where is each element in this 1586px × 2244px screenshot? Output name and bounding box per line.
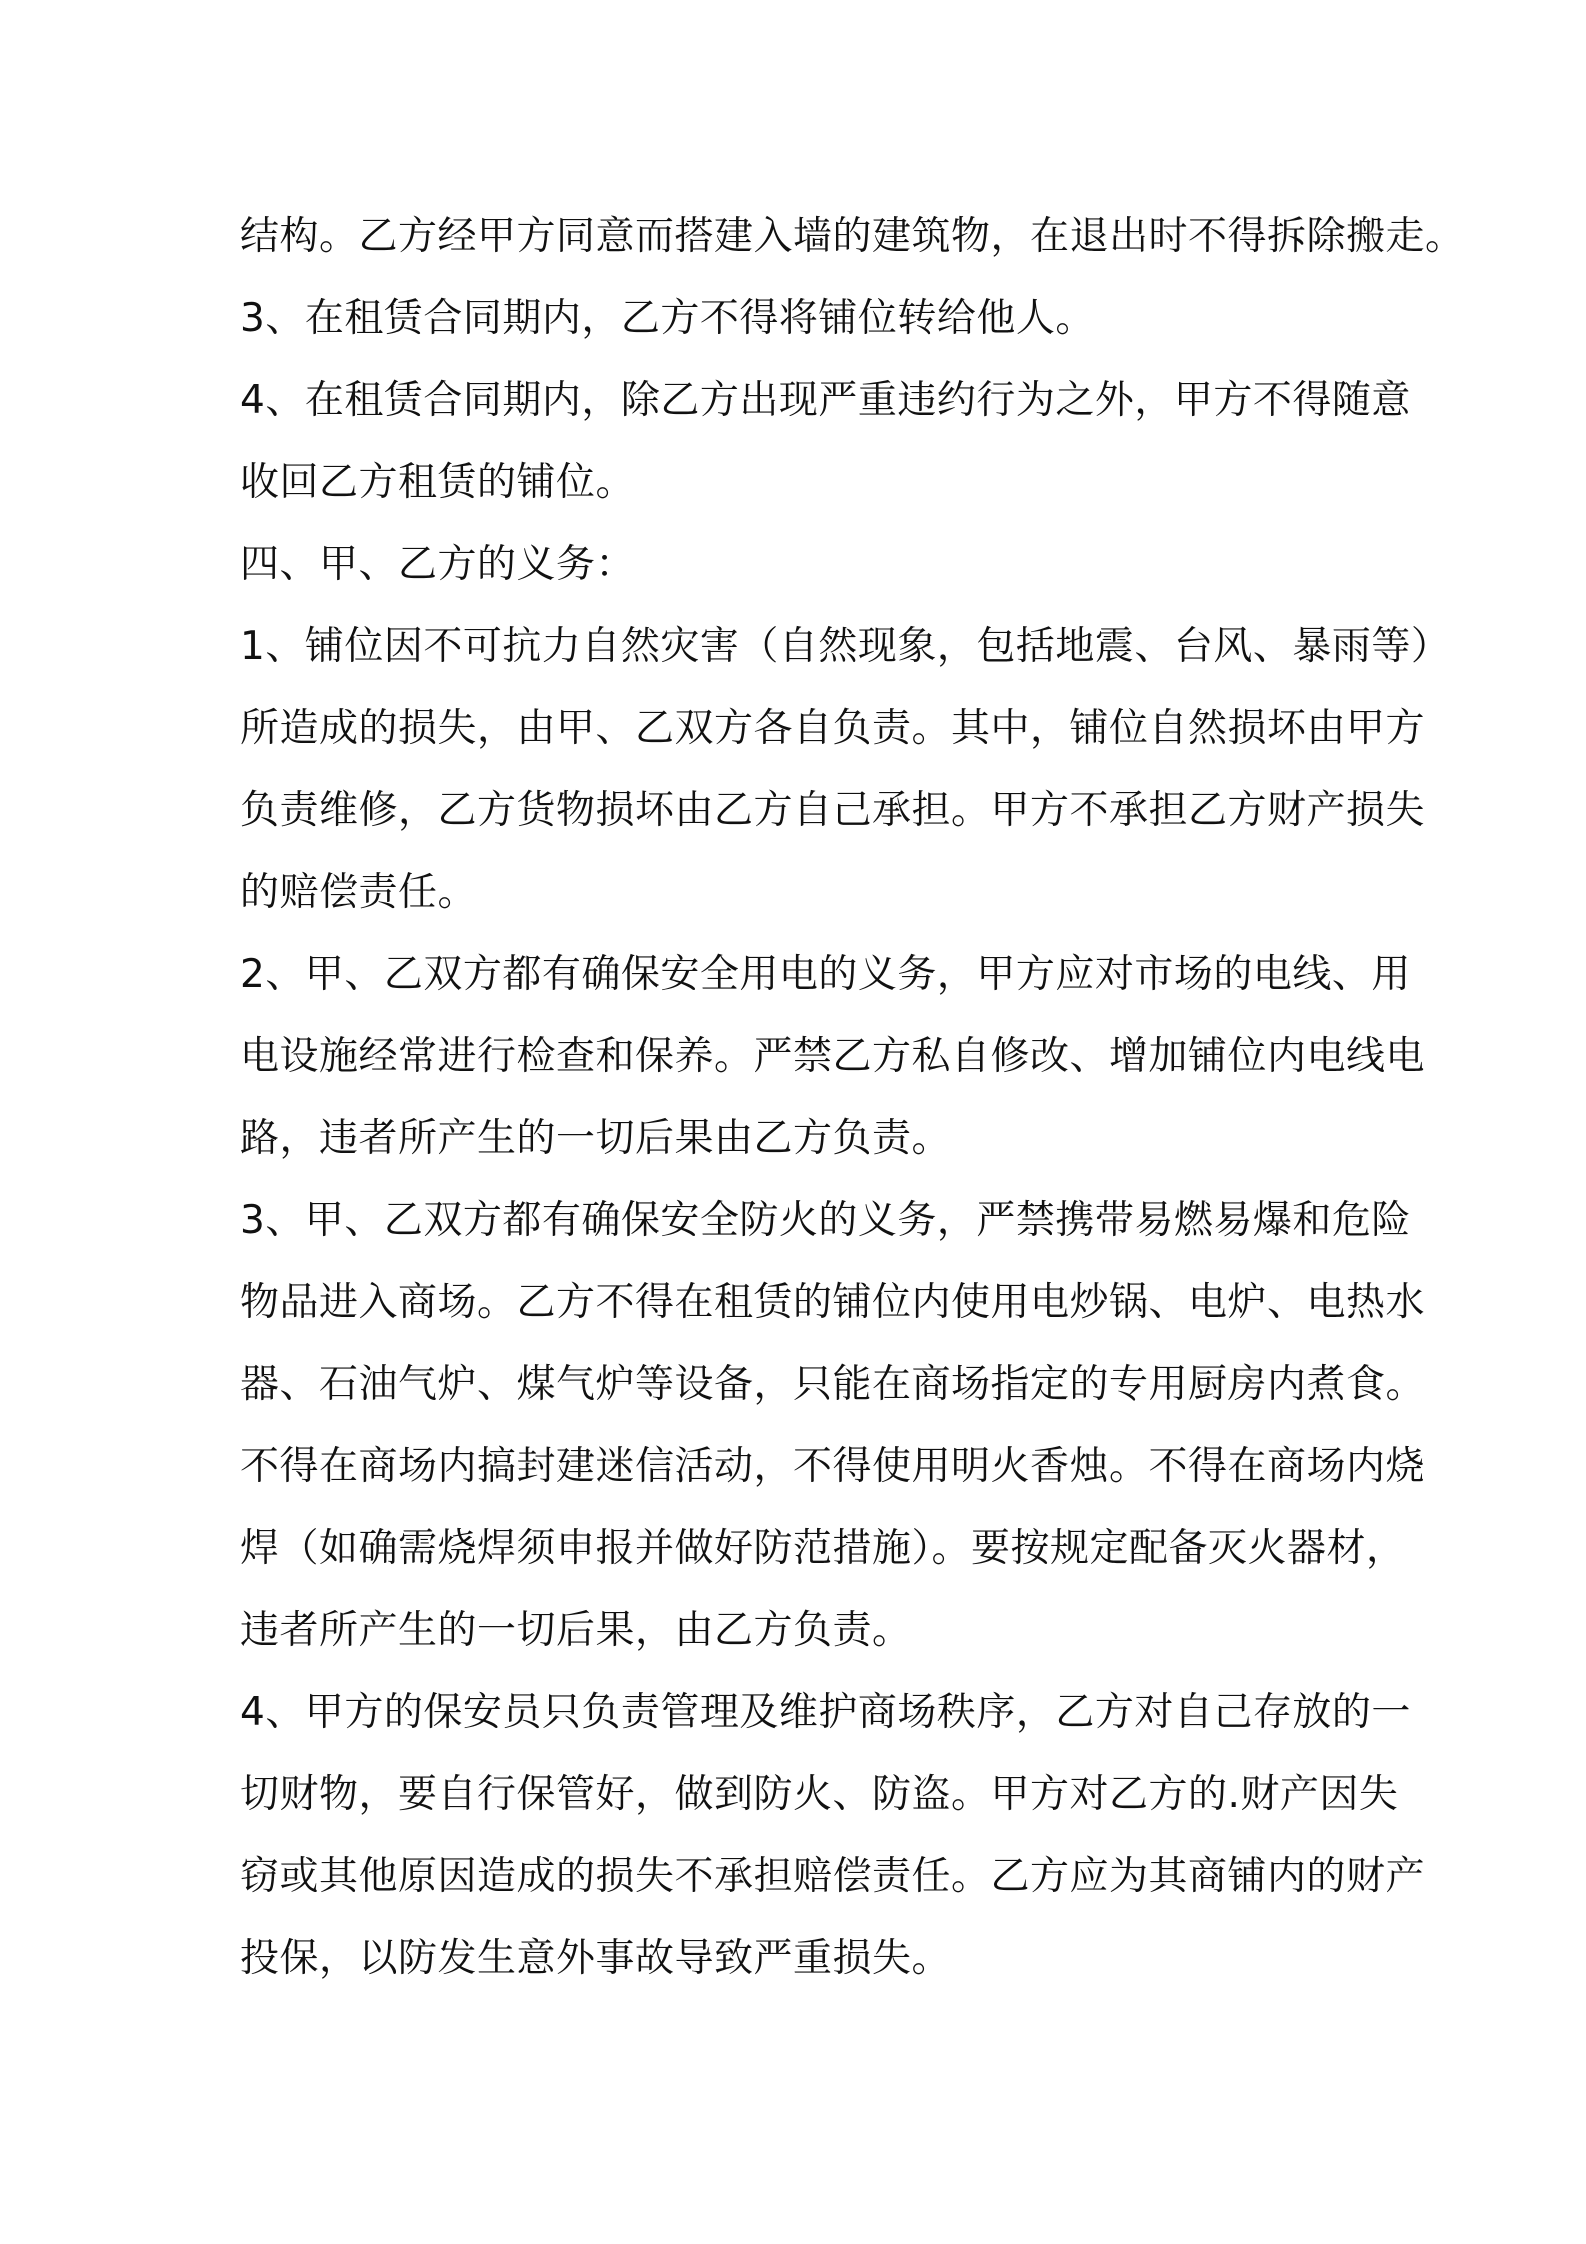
text-line: 路，违者所产生的一切后果由乙方负责。: [240, 1116, 952, 1161]
text-line: 1、铺位因不可抗力自然灾害（自然现象，包括地震、台风、暴雨等）: [240, 624, 1451, 669]
text-line: 切财物，要自行保管好，做到防火、防盗。甲方对乙方的.财产因失: [240, 1772, 1399, 1817]
text-line: 焊（如确需烧焊须申报并做好防范措施）。要按规定配备灭火器材，: [240, 1526, 1406, 1571]
text-line: 器、石油气炉、煤气炉等设备，只能在商场指定的专用厨房内煮食。: [240, 1362, 1426, 1407]
text-line: 结构。乙方经甲方同意而搭建入墙的建筑物，在退出时不得拆除搬走。: [240, 214, 1465, 259]
document-body: [240, 196, 1465, 2000]
section-heading: 四、甲、乙方的义务：: [240, 542, 636, 587]
text-line: 所造成的损失，由甲、乙双方各自负责。其中，铺位自然损坏由甲方: [240, 706, 1426, 751]
text-line: 物品进入商场。乙方不得在租赁的铺位内使用电炒锅、电炉、电热水: [240, 1280, 1426, 1325]
text-line: 负责维修，乙方货物损坏由乙方自己承担。甲方不承担乙方财产损失: [240, 788, 1426, 833]
text-line: 投保，以防发生意外事故导致严重损失。: [240, 1936, 952, 1981]
text-line: 违者所产生的一切后果，由乙方负责。: [240, 1608, 912, 1653]
text-line: 收回乙方租赁的铺位。: [240, 460, 636, 505]
text-line: 3、在租赁合同期内，乙方不得将铺位转给他人。: [240, 296, 1095, 341]
text-line: 电设施经常进行检查和保养。严禁乙方私自修改、增加铺位内电线电: [240, 1034, 1426, 1079]
text-line: 的赔偿责任。: [240, 870, 478, 915]
text-line: 4、甲方的保安员只负责管理及维护商场秩序，乙方对自己存放的一: [240, 1690, 1411, 1735]
text-line: 4、在租赁合同期内，除乙方出现严重违约行为之外，甲方不得随意: [240, 378, 1411, 423]
text-line: 窃或其他原因造成的损失不承担赔偿责任。乙方应为其商铺内的财产: [240, 1854, 1426, 1899]
text-line: 3、甲、乙双方都有确保安全防火的义务，严禁携带易燃易爆和危险: [240, 1198, 1411, 1243]
text-line: 不得在商场内搞封建迷信活动，不得使用明火香烛。不得在商场内烧: [240, 1444, 1426, 1489]
text-line: 2、甲、乙双方都有确保安全用电的义务，甲方应对市场的电线、用: [240, 952, 1411, 997]
